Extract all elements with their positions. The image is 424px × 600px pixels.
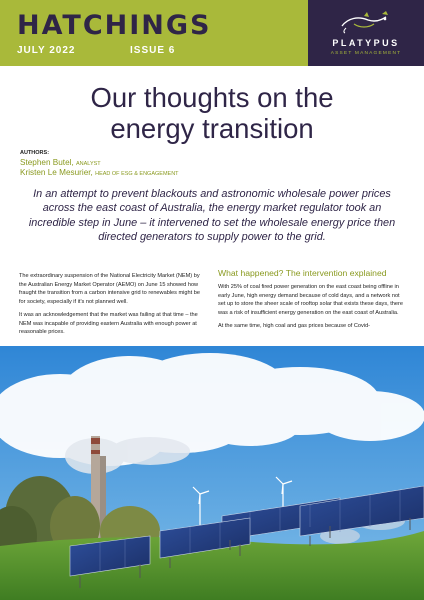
platypus-logo-icon: [334, 8, 398, 36]
body-paragraph: It was an acknowledgement that the market was failing at that time – the NEM was incapable of providing eastern Australia with enough power at reasonable prices.: [19, 311, 198, 336]
article-headline: [0, 82, 424, 144]
right-column: [218, 268, 405, 335]
brand-subtitle: ASSET MANAGEMENT: [330, 51, 402, 56]
masthead: [0, 0, 424, 66]
brand-block: [308, 0, 424, 66]
masthead-banner: [0, 0, 308, 66]
newsletter-title: HATCHINGS: [17, 10, 212, 41]
author-name: Stephen Butel,: [20, 158, 74, 167]
body-paragraph: With 25% of coal fired power generation on the east coast being offline in early June, high energy demand because of cold days, and a network not set up to store the sheer scale of rooftop solar that exists these days, there was a risk of insufficient energy generation on the east coast of Australia.: [218, 284, 404, 316]
body-paragraph: The extraordinary suspension of the National Electricity Market (NEM) by the Australian Energy Market Operator (AEMO) on June 15 showed how fraught the transition from a carbon intensive grid to renewables might be for society, especially if it's not planned well.: [19, 273, 200, 305]
author-name: Kristen Le Mesurier,: [20, 168, 93, 177]
brand-name: PLATYPUS: [332, 38, 400, 48]
headline-line-2: energy transition: [110, 113, 314, 144]
body-paragraph: At the same time, high coal and gas prices because of Covid-: [218, 322, 371, 329]
section-subhead: What happened? The intervention explained: [218, 268, 387, 278]
headline-line-1: Our thoughts on the: [90, 82, 334, 113]
author-role: HEAD OF ESG & ENGAGEMENT: [95, 171, 179, 177]
solar-farm-illustration: [0, 346, 424, 600]
author-1: [20, 158, 101, 167]
article-photo: [0, 346, 424, 600]
author-role: ANALYST: [76, 161, 101, 167]
standfirst: In an attempt to prevent blackouts and astronomic wholesale power prices across the east coast of Australia, the energy market regulator took an incredible step in June – it intervened to set the wholesale energy price then directed generators to supply power to the grid.: [28, 188, 396, 244]
authors-label: AUTHORS:: [20, 150, 50, 156]
issue-date: JULY 2022: [17, 45, 76, 56]
issue-number: ISSUE 6: [130, 45, 176, 56]
left-column: [19, 272, 206, 341]
author-2: [20, 168, 179, 177]
